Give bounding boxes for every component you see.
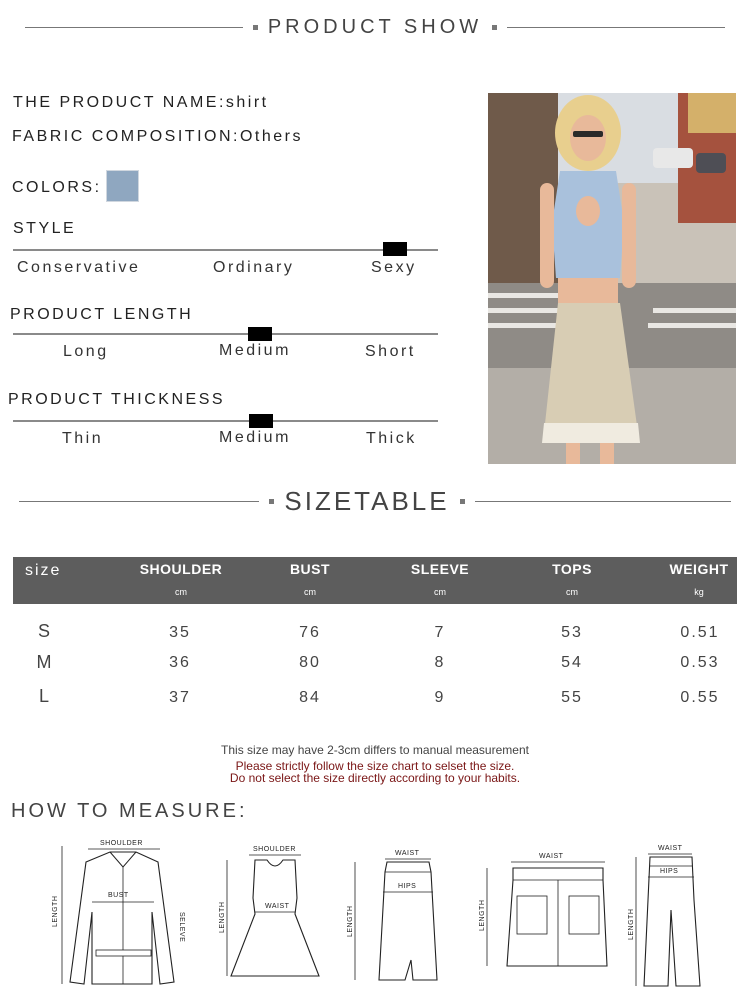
pants-length-label: LENGTH [628,908,635,940]
product-photo [488,93,736,464]
length-scale-title: PRODUCT LENGTH [10,306,194,323]
thickness-scale-line [13,420,438,422]
pants-waist-label: WAIST [658,845,683,852]
row-s-size: S [37,621,52,641]
sizetable-title-text: SIZETABLE [284,485,450,516]
dress-waist-label: WAIST [265,903,290,910]
header-shoulder: SHOULDER cm [139,561,223,597]
skirt-waist-label: WAIST [395,850,420,857]
size-chart-warning: Please strictly follow the size chart to selset the size. [235,759,515,773]
row-m-sleeve: 8 [434,654,446,671]
jacket-bust-label: BUST [108,892,129,899]
row-m-shoulder: 36 [169,654,191,671]
row-l-tops: 55 [561,689,583,706]
row-l-weight: 0.55 [680,689,720,706]
row-l-sleeve: 9 [434,689,446,706]
row-s-shoulder: 35 [169,624,191,641]
row-l-shoulder: 37 [169,689,191,706]
skirt-hips-label: HIPS [398,883,417,890]
fabric-composition-label: FABRIC COMPOSITION:Others [12,128,303,145]
pants-measure-diagram [622,840,712,990]
size-table-header [13,557,737,604]
jacket-length-label: LENGTH [52,895,59,927]
thickness-label-thick: Thick [366,430,417,447]
short-skirt-length-label: LENGTH [479,899,486,931]
measurement-note: This size may have 2-3cm differs to manual measurement [221,743,529,757]
thickness-scale-marker [249,414,273,428]
product-photo-illustration [488,93,736,464]
row-m-size: M [36,652,54,672]
short-skirt-waist-label: WAIST [539,853,564,860]
length-label-long: Long [63,343,109,360]
skirt-length-label: LENGTH [347,905,354,937]
dress-shoulder-label: SHOULDER [253,846,296,853]
jacket-measure-diagram [48,832,198,992]
style-scale-line [13,249,438,251]
colors-label: COLORS: [12,179,102,196]
thickness-label-thin: Thin [62,430,104,447]
row-m-weight: 0.53 [680,654,720,671]
row-m-bust: 80 [299,654,321,671]
pants-hips-label: HIPS [660,868,679,875]
length-label-short: Short [365,343,416,360]
dress-length-label: LENGTH [219,901,226,933]
style-scale-title: STYLE [13,220,77,237]
style-label-sexy: Sexy [371,259,417,276]
dress-measure-diagram [215,838,325,988]
header-weight: WEIGHT kg [669,561,729,597]
row-s-tops: 53 [561,624,583,641]
header-sleeve: SLEEVE cm [410,561,470,597]
fabric-value: Others [239,128,303,145]
product-name-label: THE PRODUCT NAME:shirt [13,94,269,111]
style-label-ordinary: Ordinary [213,259,295,276]
jacket-shoulder-label: SHOULDER [100,840,143,847]
product-show-title-text: PRODUCT SHOW [267,15,483,38]
length-scale-marker [248,327,272,341]
header-tops: TOPS cm [552,561,592,597]
style-label-conservative: Conservative [17,259,141,276]
skirt-measure-diagram [343,842,443,987]
color-swatch-blue[interactable] [106,170,139,202]
header-size: size [25,562,62,579]
sizetable-title [0,484,750,518]
length-scale-line [13,333,438,335]
row-l-size: L [38,686,51,706]
row-m-tops: 54 [561,654,583,671]
row-l-bust: 84 [299,689,321,706]
thickness-label-medium: Medium [219,429,291,446]
style-scale-marker [383,242,407,256]
how-to-measure-title: HOW TO MEASURE: [11,800,248,822]
short-skirt-measure-diagram [475,846,610,976]
row-s-bust: 76 [299,624,321,641]
row-s-sleeve: 7 [434,624,446,641]
header-bust: BUST cm [289,561,331,597]
jacket-sleeve-label: SELEVE [178,912,185,943]
size-habit-warning: Do not select the size directly according to your habits. [229,771,521,785]
length-label-medium: Medium [219,342,291,359]
row-s-weight: 0.51 [680,624,720,641]
thickness-scale-title: PRODUCT THICKNESS [8,391,226,408]
product-show-title [0,14,750,40]
